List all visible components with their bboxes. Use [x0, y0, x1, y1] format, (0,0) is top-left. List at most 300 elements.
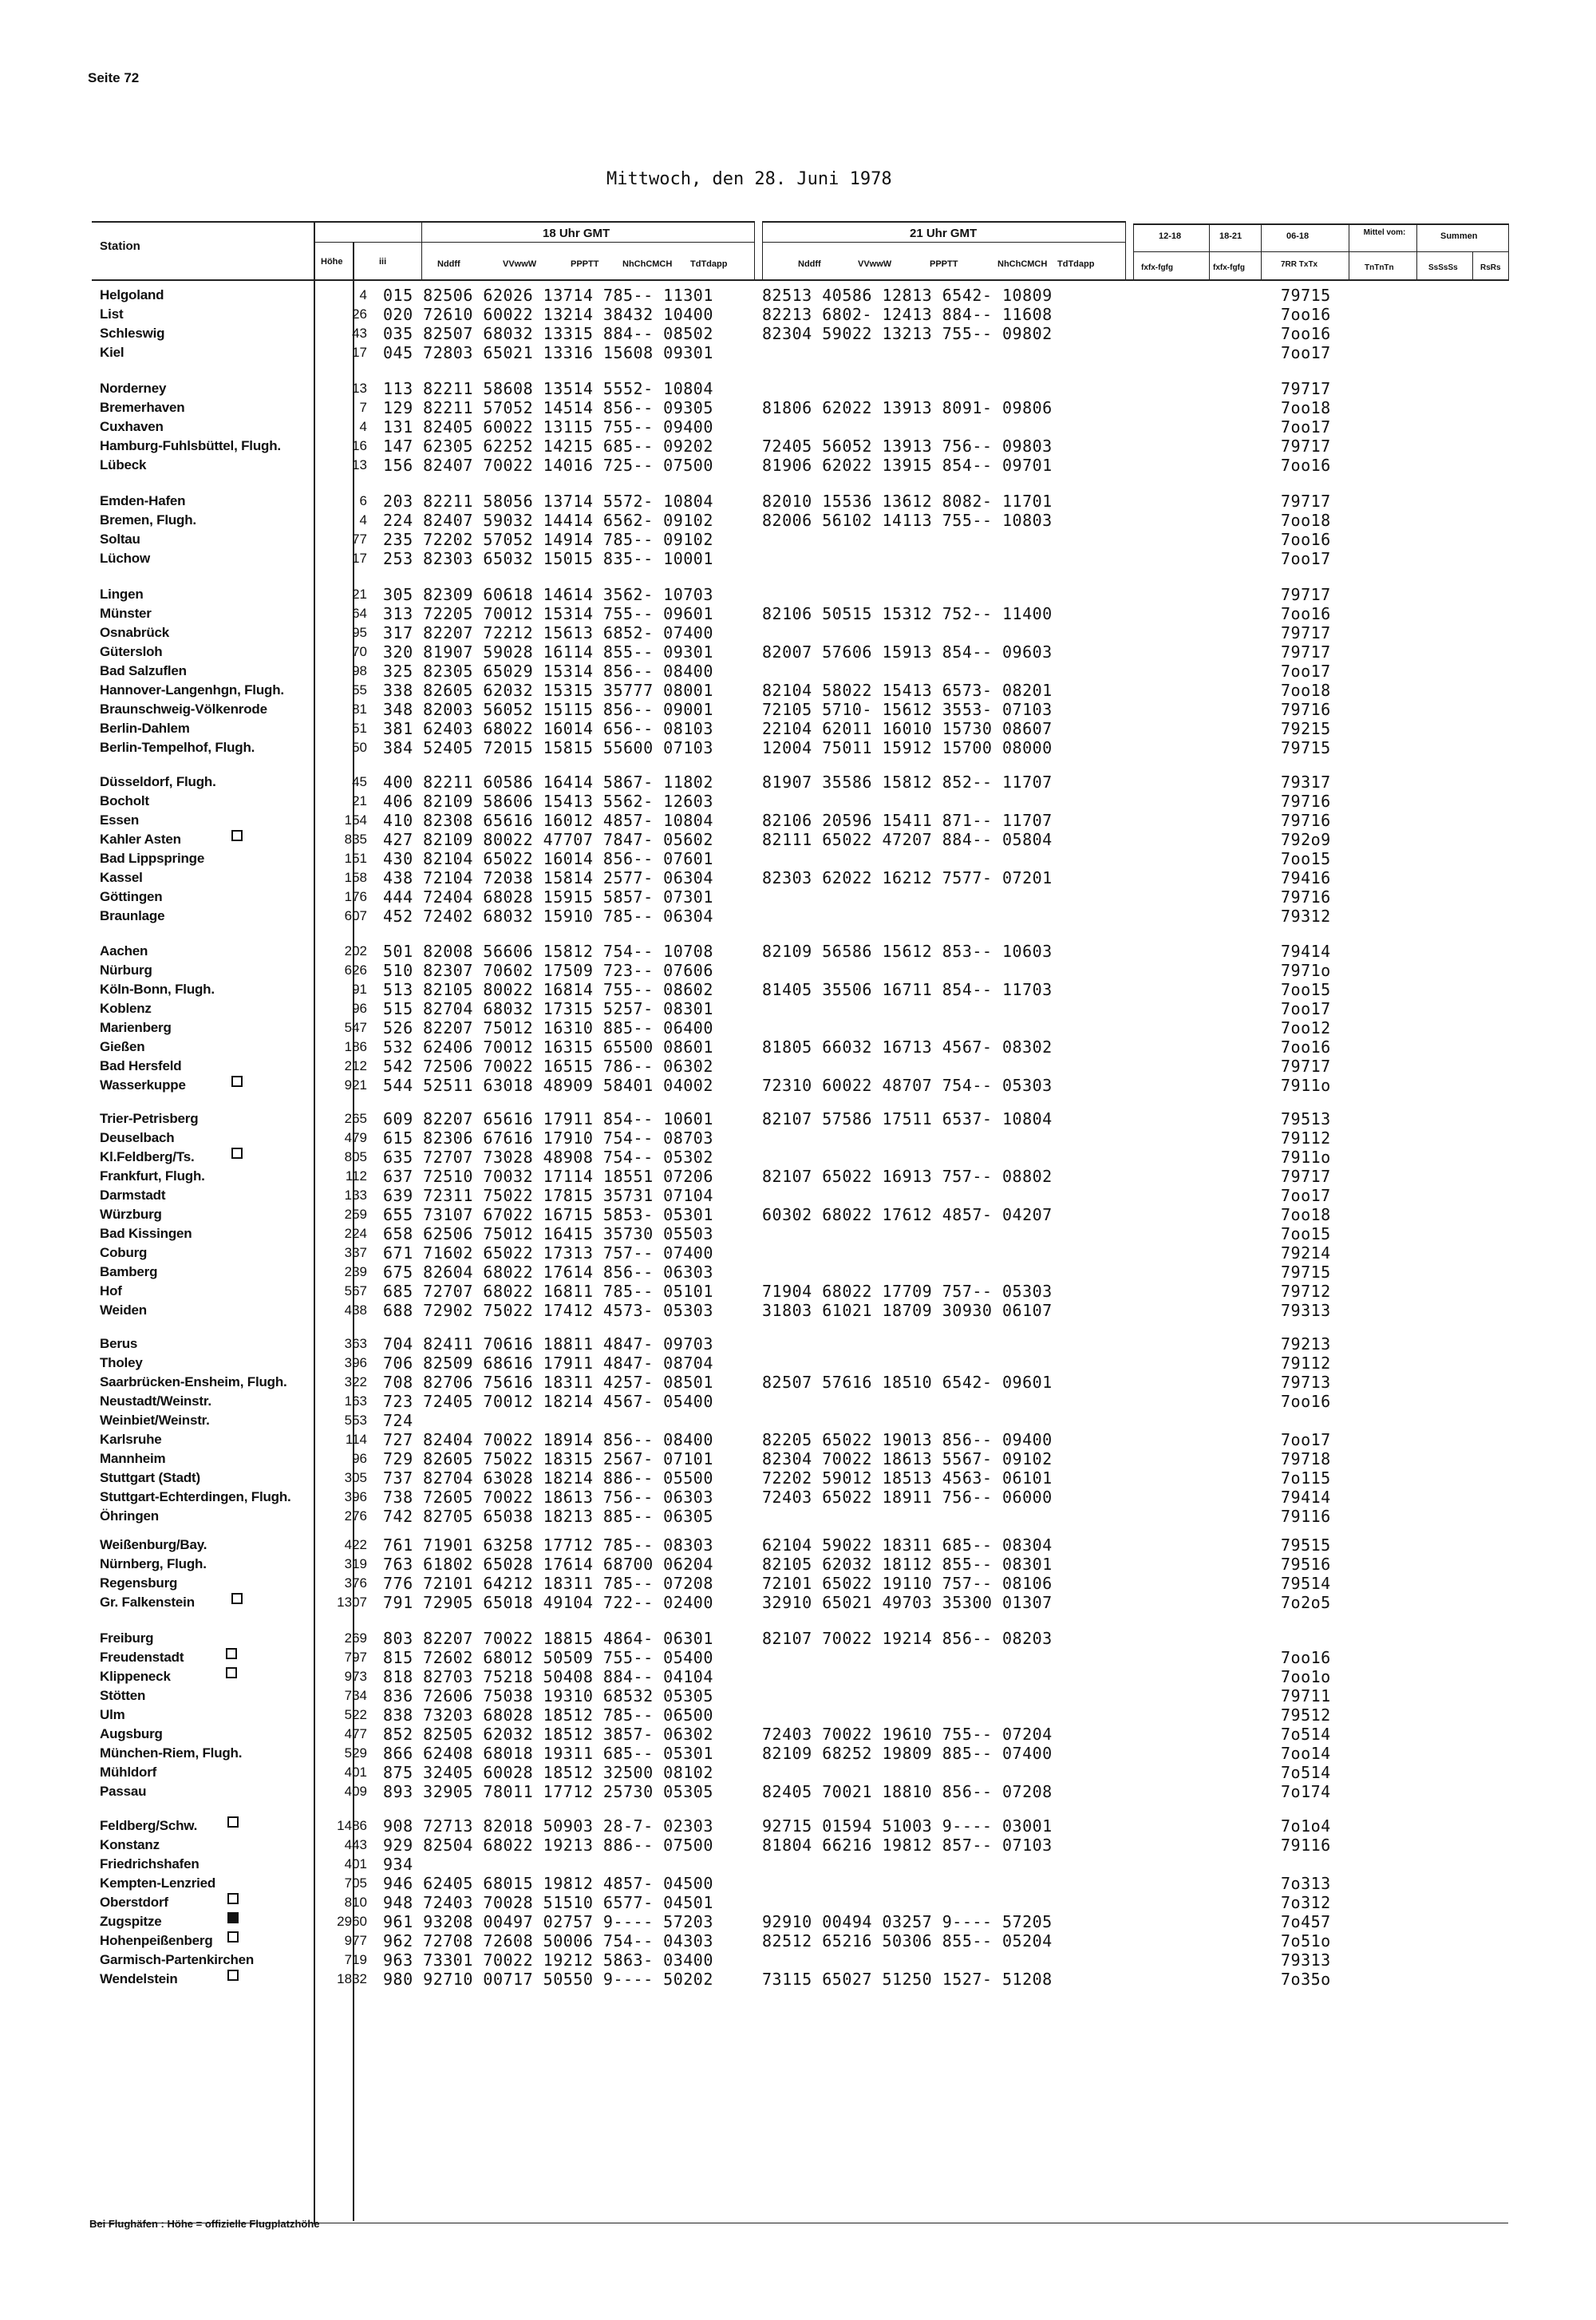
obs-18-utc: 131 82405 60022 13115 755-- 09400 [383, 417, 713, 437]
obs-18-utc: 866 62408 68018 19311 685-- 05301 [383, 1744, 713, 1763]
station-name: Lübeck [100, 457, 147, 472]
header-gust-12-18: fxfx-fgfg [1141, 263, 1173, 272]
station-name: Weiden [100, 1302, 147, 1318]
station-name: Neustadt/Weinstr. [100, 1393, 211, 1409]
station-name: Hamburg-Fuhlsbüttel, Flugh. [100, 438, 281, 453]
summary-code: 7oo17 [1281, 662, 1331, 681]
col-divider-right-c [1261, 223, 1262, 281]
station-group [92, 585, 1584, 757]
station-name: Hannover-Langenhgn, Flugh. [100, 682, 284, 698]
table-row [92, 286, 1584, 305]
obs-18-utc: 776 72101 64212 18311 785-- 07208 [383, 1574, 713, 1593]
station-name: Kl.Feldberg/Ts. [100, 1149, 195, 1164]
station-height: 77 [352, 532, 367, 547]
obs-18-utc: 020 72610 60022 13214 38432 10400 [383, 305, 713, 324]
table-row [92, 1488, 1584, 1507]
obs-18-utc: 532 62406 70012 16315 65500 08601 [383, 1037, 713, 1057]
summary-code: 7o313 [1281, 1874, 1331, 1893]
station-height: 202 [344, 943, 367, 958]
station-height: 6 [359, 493, 367, 508]
station-height: 163 [344, 1393, 367, 1409]
obs-18-utc: 852 82505 62032 18512 3857- 06302 [383, 1725, 713, 1744]
header-21-ppptt: PPPTT [930, 259, 958, 269]
table-row [92, 1555, 1584, 1574]
obs-21-utc: 72310 60022 48707 754-- 05303 [762, 1076, 1053, 1095]
mountain-station-marker [231, 1076, 243, 1087]
summary-code: 7oo17 [1281, 1186, 1331, 1205]
station-name: Soltau [100, 532, 140, 547]
station-height: 21 [352, 793, 367, 808]
summary-code: 7o1o4 [1281, 1816, 1331, 1836]
header-tntntn: TnTnTn [1365, 263, 1394, 272]
summary-code: 7911o [1281, 1076, 1331, 1095]
station-height: 112 [345, 1168, 367, 1184]
obs-21-utc: 73115 65027 51250 1527- 51208 [762, 1970, 1053, 1989]
obs-18-utc: 338 82605 62032 15315 35777 08001 [383, 681, 713, 700]
table-row [92, 1725, 1584, 1744]
obs-18-utc: 685 72707 68022 16811 785-- 05101 [383, 1282, 713, 1301]
header-18-ppptt: PPPTT [571, 259, 599, 269]
obs-21-utc: 82104 58022 15413 6573- 08201 [762, 681, 1053, 700]
obs-21-utc: 72202 59012 18513 4563- 06101 [762, 1468, 1053, 1488]
summary-code: 79713 [1281, 1373, 1331, 1392]
station-height: 607 [344, 908, 367, 923]
table-row [92, 1893, 1584, 1912]
station-height: 224 [344, 1226, 367, 1241]
table-row [92, 1128, 1584, 1148]
station-height: 239 [344, 1264, 367, 1279]
obs-21-utc: 22104 62011 16010 15730 08607 [762, 719, 1053, 738]
obs-21-utc: 82205 65022 19013 856-- 09400 [762, 1430, 1053, 1449]
table-row [92, 830, 1584, 849]
summary-code: 79213 [1281, 1334, 1331, 1354]
summary-code: 7oo16 [1281, 456, 1331, 475]
col-divider-right-end [1508, 223, 1509, 281]
station-height: 438 [344, 1302, 367, 1318]
station-name: Ulm [100, 1707, 125, 1722]
summary-code: 79715 [1281, 286, 1331, 305]
obs-18-utc: 980 92710 00717 50550 9---- 50202 [383, 1970, 713, 1989]
station-height: 269 [344, 1630, 367, 1646]
summary-code: 79716 [1281, 887, 1331, 907]
station-name: Bad Kissingen [100, 1226, 192, 1241]
header-sssss: SsSsSs [1428, 263, 1458, 272]
station-name: Frankfurt, Flugh. [100, 1168, 205, 1184]
header-18-dewpoint: TdTdapp [690, 259, 728, 269]
station-group [92, 1535, 1584, 1612]
table-row [92, 980, 1584, 999]
station-name: Schleswig [100, 326, 165, 341]
station-name: Hohenpeißenberg [100, 1933, 213, 1948]
station-height: 96 [352, 1451, 367, 1466]
station-name: Kempten-Lenzried [100, 1875, 216, 1891]
station-height: 13 [352, 457, 367, 472]
table-row [92, 1535, 1584, 1555]
obs-18-utc: 147 62305 62252 14215 685-- 09202 [383, 437, 713, 456]
table-row [92, 305, 1584, 324]
summary-code: 7oo18 [1281, 511, 1331, 530]
station-name: Stuttgart-Echterdingen, Flugh. [100, 1489, 291, 1504]
obs-18-utc: 129 82211 57052 14514 856-- 09305 [383, 398, 713, 417]
obs-18-utc: 452 72402 68032 15910 785-- 06304 [383, 907, 713, 926]
obs-18-utc: 658 62506 75012 16415 35730 05503 [383, 1224, 713, 1243]
obs-21-utc: 81805 66032 16713 4567- 08302 [762, 1037, 1053, 1057]
summary-code: 7oo16 [1281, 1648, 1331, 1667]
summary-code: 79716 [1281, 811, 1331, 830]
obs-18-utc: 313 72205 70012 15314 755-- 09601 [383, 604, 713, 623]
station-height: 4 [359, 419, 367, 434]
station-name: Göttingen [100, 889, 163, 904]
station-name: Gütersloh [100, 644, 163, 659]
header-06-18: 06-18 [1286, 231, 1310, 241]
footnote: Bei Flughäfen : Höhe = offizielle Flugplatzhöhe [89, 2218, 320, 2230]
obs-18-utc: 929 82504 68022 19213 886-- 07500 [383, 1836, 713, 1855]
station-name: List [100, 306, 124, 322]
station-name: Mühldorf [100, 1765, 157, 1780]
station-height: 154 [344, 812, 367, 828]
table-row [92, 530, 1584, 549]
table-row [92, 849, 1584, 868]
station-height: 186 [344, 1039, 367, 1054]
table-row [92, 1057, 1584, 1076]
obs-18-utc: 655 73107 67022 16715 5853- 05301 [383, 1205, 713, 1224]
obs-18-utc: 946 62405 68015 19812 4857- 04500 [383, 1874, 713, 1893]
summary-code: 7o457 [1281, 1912, 1331, 1931]
station-name: Osnabrück [100, 625, 170, 640]
summary-code: 79712 [1281, 1282, 1331, 1301]
summary-code: 7oo12 [1281, 1018, 1331, 1037]
station-name: Bad Lippspringe [100, 851, 205, 866]
obs-18-utc: 962 72708 72608 50006 754-- 04303 [383, 1931, 713, 1950]
obs-21-utc: 81806 62022 13913 8091- 09806 [762, 398, 1053, 417]
summary-code: 7oo17 [1281, 343, 1331, 362]
station-name: Konstanz [100, 1837, 160, 1852]
obs-21-utc: 81907 35586 15812 852-- 11707 [762, 773, 1053, 792]
summary-code: 79116 [1281, 1507, 1331, 1526]
obs-18-utc: 609 82207 65616 17911 854-- 10601 [383, 1109, 713, 1128]
obs-18-utc: 513 82105 80022 16814 755-- 08602 [383, 980, 713, 999]
station-name: Nürburg [100, 962, 152, 978]
station-height: 319 [344, 1556, 367, 1571]
station-height: 259 [344, 1207, 367, 1222]
station-height: 1486 [337, 1818, 367, 1833]
table-row [92, 1205, 1584, 1224]
header-21-clouds: NhChCMCH [998, 259, 1048, 269]
obs-18-utc: 544 52511 63018 48909 58401 04002 [383, 1076, 713, 1095]
station-name: Koblenz [100, 1001, 152, 1016]
obs-18-utc: 791 72905 65018 49104 722-- 02400 [383, 1593, 713, 1612]
obs-21-utc: 62104 59022 18311 685-- 08304 [762, 1535, 1053, 1555]
station-height: 547 [344, 1020, 367, 1035]
station-height: 705 [344, 1875, 367, 1891]
station-height: 553 [344, 1413, 367, 1428]
obs-18-utc: 934 [383, 1855, 413, 1874]
obs-21-utc: 92715 01594 51003 9---- 03001 [762, 1816, 1053, 1836]
obs-18-utc: 893 32905 78011 17712 25730 05305 [383, 1782, 713, 1801]
station-group [92, 492, 1584, 568]
obs-18-utc: 838 73203 68028 18512 785-- 06500 [383, 1705, 713, 1725]
summary-code: 79717 [1281, 379, 1331, 398]
station-height: 176 [344, 889, 367, 904]
station-group [92, 1109, 1584, 1320]
station-height: 522 [344, 1707, 367, 1722]
table-row [92, 1705, 1584, 1725]
table-row [92, 1912, 1584, 1931]
station-name: Wendelstein [100, 1971, 178, 1986]
obs-21-utc: 82507 57616 18510 6542- 09601 [762, 1373, 1053, 1392]
table-row [92, 1430, 1584, 1449]
table-row [92, 549, 1584, 568]
obs-18-utc: 045 72803 65021 13316 15608 09301 [383, 343, 713, 362]
station-name: Stötten [100, 1688, 146, 1703]
station-group [92, 1334, 1584, 1526]
obs-18-utc: 706 82509 68616 17911 4847- 08704 [383, 1354, 713, 1373]
station-name: Mannheim [100, 1451, 166, 1466]
station-name: Trier-Petrisberg [100, 1111, 199, 1126]
table-row [92, 1301, 1584, 1320]
obs-18-utc: 113 82211 58608 13514 5552- 10804 [383, 379, 713, 398]
summary-code: 79717 [1281, 623, 1331, 642]
col-divider-right-f [1472, 251, 1473, 281]
summary-code: 79716 [1281, 700, 1331, 719]
mountain-station-marker [231, 830, 243, 841]
summary-code: 7oo16 [1281, 305, 1331, 324]
table-row [92, 1392, 1584, 1411]
table-row [92, 398, 1584, 417]
obs-21-utc: 82109 56586 15612 853-- 10603 [762, 942, 1053, 961]
table-row [92, 1763, 1584, 1782]
table-row [92, 1243, 1584, 1263]
summary-code: 79514 [1281, 1574, 1331, 1593]
header-hoehe: Höhe [321, 257, 343, 267]
obs-18-utc: 635 72707 73028 48908 754-- 05302 [383, 1148, 713, 1167]
header-18-nddff: Nddff [437, 259, 460, 269]
station-height: 21 [352, 587, 367, 602]
table-row [92, 1224, 1584, 1243]
mountain-station-marker [231, 1593, 243, 1604]
summary-code: 7oo17 [1281, 549, 1331, 568]
obs-21-utc: 92910 00494 03257 9---- 57205 [762, 1912, 1053, 1931]
station-height: 973 [344, 1669, 367, 1684]
station-height: 529 [344, 1745, 367, 1761]
header-21-vvwww: VVwwW [858, 259, 892, 269]
obs-18-utc: 526 82207 75012 16310 885-- 06400 [383, 1018, 713, 1037]
station-height: 479 [344, 1130, 367, 1145]
summary-code: 79214 [1281, 1243, 1331, 1263]
station-height: 835 [344, 832, 367, 847]
station-height: 17 [352, 345, 367, 360]
summary-code: 792o9 [1281, 830, 1331, 849]
station-name: Wasserkuppe [100, 1077, 186, 1093]
table-row [92, 1836, 1584, 1855]
station-height: 158 [344, 870, 367, 885]
station-name: Bamberg [100, 1264, 158, 1279]
obs-18-utc: 671 71602 65022 17313 757-- 07400 [383, 1243, 713, 1263]
station-name: Köln-Bonn, Flugh. [100, 982, 215, 997]
summary-code: 79215 [1281, 719, 1331, 738]
summary-code: 79312 [1281, 907, 1331, 926]
station-name: Garmisch-Partenkirchen [100, 1952, 255, 1967]
header-7rr: 7RR TxTx [1281, 260, 1318, 269]
col-divider-right-e [1416, 223, 1417, 281]
obs-21-utc: 82109 68252 19809 885-- 07400 [762, 1744, 1053, 1763]
station-name: Tholey [100, 1355, 143, 1370]
obs-18-utc: 381 62403 68022 16014 656-- 08103 [383, 719, 713, 738]
header-12-18: 12-18 [1159, 231, 1182, 241]
station-height: 396 [344, 1489, 367, 1504]
station-height: 401 [344, 1765, 367, 1780]
obs-18-utc: 948 72403 70028 51510 6577- 04501 [383, 1893, 713, 1912]
station-name: München-Riem, Flugh. [100, 1745, 243, 1761]
table-row [92, 1354, 1584, 1373]
obs-18-utc: 836 72606 75038 19310 68532 05305 [383, 1686, 713, 1705]
obs-18-utc: 963 73301 70022 19212 5863- 03400 [383, 1950, 713, 1970]
station-name: Berlin-Dahlem [100, 721, 190, 736]
page-label: Seite 72 [88, 70, 140, 85]
obs-21-utc: 72105 5710- 15612 3553- 07103 [762, 700, 1053, 719]
table-row [92, 792, 1584, 811]
table-row [92, 379, 1584, 398]
summary-code: 7o2o5 [1281, 1593, 1331, 1612]
summary-code: 7oo16 [1281, 604, 1331, 623]
obs-21-utc: 82405 70021 18810 856-- 07208 [762, 1782, 1053, 1801]
station-name: Gießen [100, 1039, 145, 1054]
station-group [92, 942, 1584, 1095]
obs-18-utc: 515 82704 68032 17315 5257- 08301 [383, 999, 713, 1018]
header-rsrs: RsRs [1480, 263, 1501, 272]
table-row [92, 623, 1584, 642]
obs-18-utc: 727 82404 70022 18914 856-- 08400 [383, 1430, 713, 1449]
table-row [92, 604, 1584, 623]
station-height: 114 [345, 1432, 367, 1447]
station-name: Freiburg [100, 1630, 154, 1646]
mountain-station-marker [227, 1931, 239, 1943]
station-height: 95 [352, 625, 367, 640]
station-name: Kassel [100, 870, 143, 885]
obs-21-utc: 82106 50515 15312 752-- 11400 [762, 604, 1053, 623]
station-height: 45 [352, 774, 367, 789]
station-name: Nürnberg, Flugh. [100, 1556, 207, 1571]
obs-21-utc: 82304 59022 13213 755-- 09802 [762, 324, 1053, 343]
table-row [92, 1373, 1584, 1392]
header-18-clouds: NhChCMCH [622, 259, 673, 269]
obs-18-utc: 815 72602 68012 50509 755-- 05400 [383, 1648, 713, 1667]
station-height: 17 [352, 551, 367, 566]
header-21-dewpoint: TdTdapp [1057, 259, 1095, 269]
station-height: 133 [344, 1188, 367, 1203]
col-divider-right-b [1209, 223, 1210, 281]
summary-code: 79718 [1281, 1449, 1331, 1468]
table-row [92, 1334, 1584, 1354]
obs-18-utc: 510 82307 70602 17509 723-- 07606 [383, 961, 713, 980]
table-row [92, 719, 1584, 738]
station-name: Berus [100, 1336, 138, 1351]
obs-18-utc: 253 82303 65032 15015 835-- 10001 [383, 549, 713, 568]
mountain-station-marker [226, 1667, 237, 1678]
obs-18-utc: 384 52405 72015 15815 55600 07103 [383, 738, 713, 757]
summary-code: 79317 [1281, 773, 1331, 792]
summary-code: 79414 [1281, 942, 1331, 961]
summary-code: 7oo16 [1281, 530, 1331, 549]
summary-code: 79717 [1281, 1057, 1331, 1076]
station-name: Öhringen [100, 1508, 159, 1524]
station-height: 13 [352, 381, 367, 396]
station-name: Würzburg [100, 1207, 162, 1222]
obs-18-utc: 639 72311 75022 17815 35731 07104 [383, 1186, 713, 1205]
summary-code: 7oo18 [1281, 681, 1331, 700]
mountain-station-marker [231, 1148, 243, 1159]
station-height: 4 [359, 512, 367, 528]
table-row [92, 942, 1584, 961]
station-name: Bad Hersfeld [100, 1058, 182, 1073]
table-row [92, 1629, 1584, 1648]
col-divider-21-start [762, 221, 763, 281]
station-height: 7 [359, 400, 367, 415]
station-height: 443 [344, 1837, 367, 1852]
table-row [92, 1686, 1584, 1705]
summary-code: 79717 [1281, 492, 1331, 511]
summary-code: 7oo18 [1281, 398, 1331, 417]
table-row [92, 1816, 1584, 1836]
obs-18-utc: 908 72713 82018 50903 28-7- 02303 [383, 1816, 713, 1836]
station-name: Bremerhaven [100, 400, 185, 415]
obs-18-utc: 708 82706 75616 18311 4257- 08501 [383, 1373, 713, 1392]
summary-code: 79513 [1281, 1109, 1331, 1128]
obs-21-utc: 82512 65216 50306 855-- 05204 [762, 1931, 1053, 1950]
station-height: 265 [344, 1111, 367, 1126]
obs-21-utc: 81405 35506 16711 854-- 11703 [762, 980, 1053, 999]
obs-18-utc: 501 82008 56606 15812 754-- 10708 [383, 942, 713, 961]
obs-21-utc: 72403 70022 19610 755-- 07204 [762, 1725, 1053, 1744]
obs-21-utc: 82213 6802- 12413 884-- 11608 [762, 305, 1053, 324]
table-row [92, 1931, 1584, 1950]
summary-code: 7971o [1281, 961, 1331, 980]
table-row [92, 681, 1584, 700]
table-row [92, 1411, 1584, 1430]
summary-code: 7oo16 [1281, 324, 1331, 343]
station-name: Essen [100, 812, 140, 828]
table-row [92, 642, 1584, 662]
obs-18-utc: 737 82704 63028 18214 886-- 05500 [383, 1468, 713, 1488]
obs-18-utc: 317 82207 72212 15613 6852- 07400 [383, 623, 713, 642]
header-top-line [92, 221, 754, 223]
summary-code: 7oo15 [1281, 980, 1331, 999]
summary-code: 79116 [1281, 1836, 1331, 1855]
mountain-station-marker-filled [227, 1912, 239, 1923]
station-name: Lüchow [100, 551, 151, 566]
table-row [92, 1648, 1584, 1667]
summary-code: 79717 [1281, 1167, 1331, 1186]
station-height: 376 [344, 1575, 367, 1591]
summary-code: 79715 [1281, 1263, 1331, 1282]
mountain-station-marker [226, 1648, 237, 1659]
mountain-station-marker [227, 1816, 239, 1828]
header-gust-18-21: fxfx-fgfg [1213, 263, 1245, 272]
station-name: Marienberg [100, 1020, 172, 1035]
obs-21-utc: 82010 15536 13612 8082- 11701 [762, 492, 1053, 511]
table-row [92, 868, 1584, 887]
obs-18-utc: 763 61802 65028 17614 68700 06204 [383, 1555, 713, 1574]
header-sub-line [315, 242, 754, 243]
table-row [92, 1282, 1584, 1301]
station-height: 16 [352, 438, 367, 453]
table-row [92, 585, 1584, 604]
table-row [92, 961, 1584, 980]
station-height: 401 [344, 1856, 367, 1871]
header-18-21: 18-21 [1219, 231, 1242, 241]
station-name: Bremen, Flugh. [100, 512, 196, 528]
station-height: 337 [344, 1245, 367, 1260]
